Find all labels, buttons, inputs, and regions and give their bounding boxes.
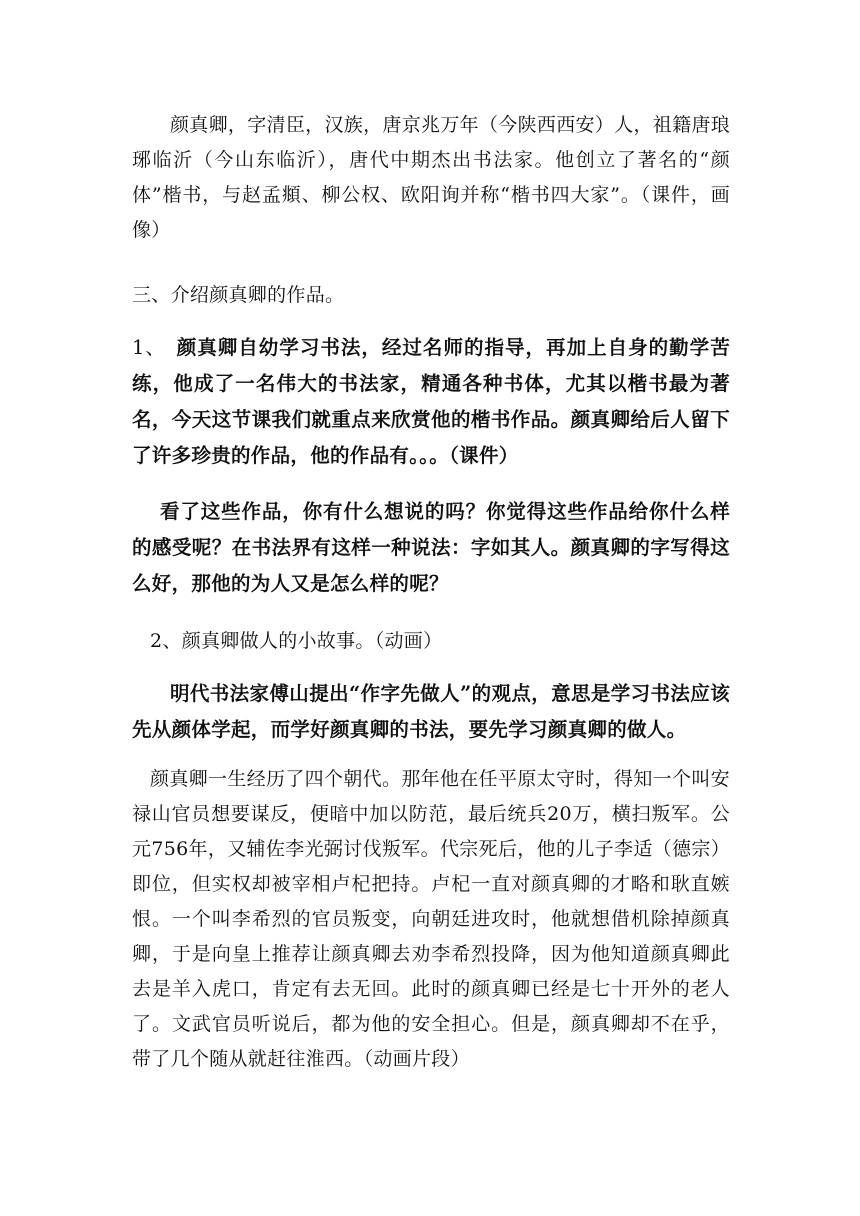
item-1-paragraph xyxy=(132,330,730,474)
item-1-text: 颜真卿自幼学习书法，经过名师的指导，再加上自身的勤学苦练，他成了一名伟大的书法家，精通各种书体，尤其以楷书最为著名，今天这节课我们就重点来欣赏他的楷书作品。颜真卿给后人留下了许多珍贵的作品，他的作品有。。。（课件） xyxy=(132,336,730,467)
section-heading: 三、介绍颜真卿的作品。 xyxy=(132,284,345,306)
story-paragraph: 颜真卿一生经历了四个朝代。那年他在任平原太守时，得知一个叫安禄山官员想要谋反，便暗中加以防范，最后统兵20万，横扫叛军。公元756年，又辅佐李光弼讨伐叛军。代宗死后，他的儿子李适（德宗）即位，但实权却被宰相卢杞把持。卢杞一直对颜真卿的才略和耿直嫉恨。一个叫李希烈的官员叛变，向朝廷进攻时，他就想借机除掉颜真卿，于是向皇上推荐让颜真卿去劝李希烈投降，因为他知道颜真卿此去是羊入虎口，肯定有去无回。此时的颜真卿已经是七十开外的老人了。文武官员听说后，都为他的安全担心。但是，颜真卿却不在乎，带了几个随从就赶往淮西。（动画片段） xyxy=(132,768,730,1070)
item-2-heading: 2、颜真卿做人的小故事。（动画） xyxy=(150,630,443,652)
intro-paragraph: 颜真卿，字清臣，汉族，唐京兆万年（今陕西西安）人，祖籍唐琅琊临沂（今山东临沂），唐代中期杰出书法家。他创立了著名的“颜体”楷书，与赵孟頫、柳公权、欧阳询并称“楷书四大家”。（课件，画像） xyxy=(132,114,730,241)
item-1-number: 1、 xyxy=(132,336,177,359)
feeling-question-paragraph: 看了这些作品，你有什么想说的吗？你觉得这些作品给你什么样的感受呢？在书法界有这样一种说法：字如其人。颜真卿的字写得这么好，那他的为人又是怎么样的呢？ xyxy=(132,500,730,595)
fushan-quote-paragraph: 明代书法家傅山提出“作字先做人”的观点，意思是学习书法应该先从颜体学起，而学好颜真卿的书法，要先学习颜真卿的做人。 xyxy=(132,682,730,741)
